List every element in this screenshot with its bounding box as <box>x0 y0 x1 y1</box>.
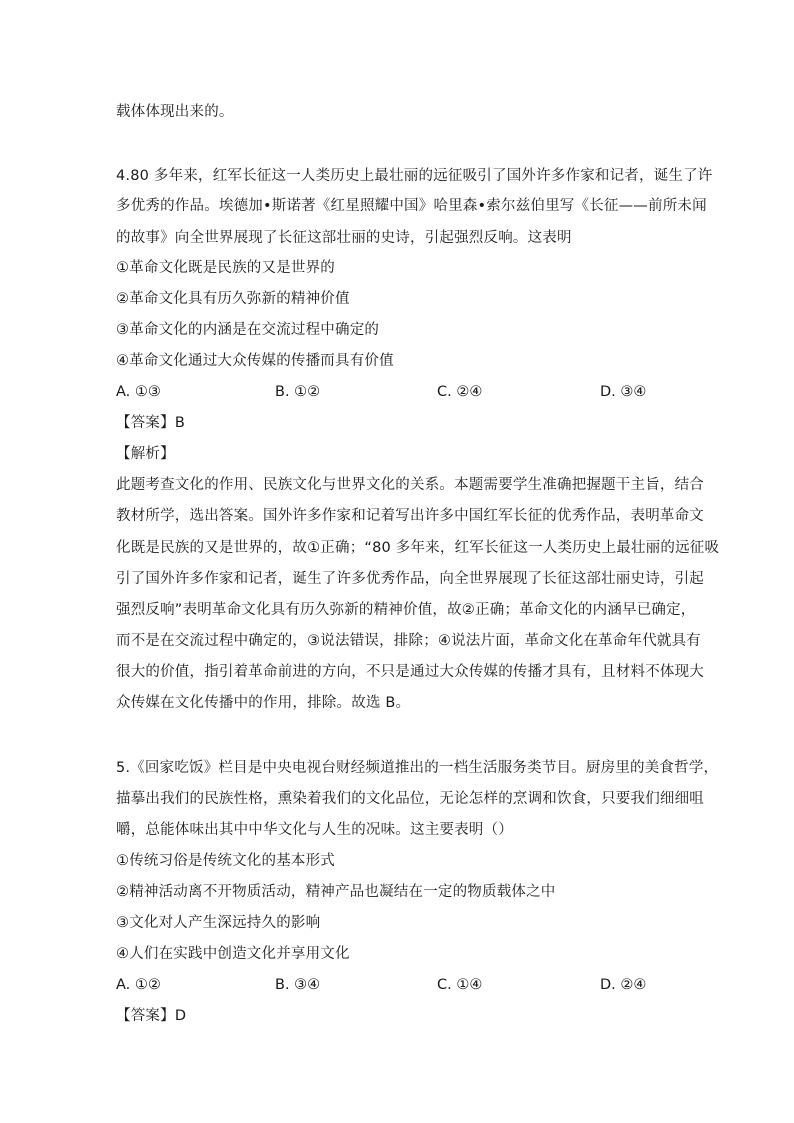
q4-analysis-line-2: 教材所学，选出答案。国外许多作家和记着写出许多中国红军长征的优秀作品，表明革命文 <box>116 508 704 524</box>
q4-option-c: C. ②④ <box>437 384 483 400</box>
q4-answer-tag: 【答案】 <box>116 415 175 431</box>
q4-analysis-line-4: 引了国外许多作家和记者，诞生了许多优秀作品，向全世界展现了长征这部壮丽史诗，引起 <box>116 571 704 587</box>
q5-statement-1: ①传统习俗是传统文化的基本形式 <box>116 853 335 869</box>
q4-answer-value: B <box>174 415 185 431</box>
q5-answer <box>116 1006 186 1026</box>
q5-option-d: D. ②④ <box>600 977 647 993</box>
intro-tail: 载体体现出来的。 <box>116 104 234 120</box>
q4-statement-1: ①革命文化既是民族的又是世界的 <box>116 260 335 276</box>
q4-analysis-line-8: 众传媒在文化传播中的作用，排除。故选 B。 <box>116 695 411 711</box>
q4-option-d: D. ③④ <box>600 384 647 400</box>
q4-stem-line-3: 的故事》向全世界展现了长征这部壮丽的史诗，引起强烈反响。这表明 <box>116 230 572 246</box>
q4-analysis-line-3: 化既是民族的又是世界的，故①正确；“80 多年来，红军长征这一人类历史上最壮丽的远征吸 <box>116 540 720 556</box>
q5-stem-line-1: 5.《回家吃饭》栏目是中央电视台财经频道推出的一档生活服务类节目。厨房里的美食哲学， <box>116 760 719 776</box>
q5-answer-value: D <box>174 1008 187 1024</box>
q4-analysis-tag: 【解析】 <box>116 446 175 462</box>
q4-stem-line-1: 4.80 多年来，红军长征这一人类历史上最壮丽的远征吸引了国外许多作家和记者，诞生了许 <box>116 168 713 184</box>
q4-option-b: B. ①② <box>275 384 321 400</box>
q4-analysis-line-6: 而不是在交流过程中确定的，③说法错误，排除；④说法片面，革命文化在革命年代就具有 <box>116 633 701 649</box>
q4-analysis-line-1: 此题考查文化的作用、民族文化与世界文化的关系。本题需要学生准确把握题干主旨，结合 <box>116 477 704 493</box>
q5-answer-tag: 【答案】 <box>116 1008 175 1024</box>
q5-statement-3: ③文化对人产生深远持久的影响 <box>116 915 321 931</box>
q4-option-a: A. ①③ <box>116 384 161 400</box>
q4-stem-line-2: 多优秀的作品。埃德加•斯诺著《红星照耀中国》哈里森•索尔兹伯里写《长征——前所未闻 <box>116 198 707 214</box>
q5-option-a: A. ①② <box>116 977 161 993</box>
q5-option-c: C. ①④ <box>437 977 483 993</box>
q4-statement-4: ④革命文化通过大众传媒的传播而具有价值 <box>116 353 394 369</box>
q4-analysis-line-5: 强烈反响”表明革命文化具有历久弥新的精神价值，故②正确；革命文化的内涵早已确定， <box>116 602 696 618</box>
q5-stem-line-3: 嚼，总能体味出其中中华文化与人生的况味。这主要表明（） <box>116 822 513 838</box>
q5-statement-2: ②精神活动离不开物质活动，精神产品也凝结在一定的物质载体之中 <box>116 884 556 900</box>
q4-statement-3: ③革命文化的内涵是在交流过程中确定的 <box>116 322 380 338</box>
q5-statement-4: ④人们在实践中创造文化并享用文化 <box>116 946 350 962</box>
q5-stem-line-2: 描摹出我们的民族性格，熏染着我们的文化品位，无论怎样的烹调和饮食，只要我们细细咀 <box>116 791 704 807</box>
q4-answer <box>116 413 185 433</box>
q4-statement-2: ②革命文化具有历久弥新的精神价值 <box>116 291 350 307</box>
q4-analysis-line-7: 很大的价值，指引着革命前进的方向，不只是通过大众传媒的传播才具有，且材料不体现大 <box>116 664 704 680</box>
q5-option-b: B. ③④ <box>275 977 321 993</box>
